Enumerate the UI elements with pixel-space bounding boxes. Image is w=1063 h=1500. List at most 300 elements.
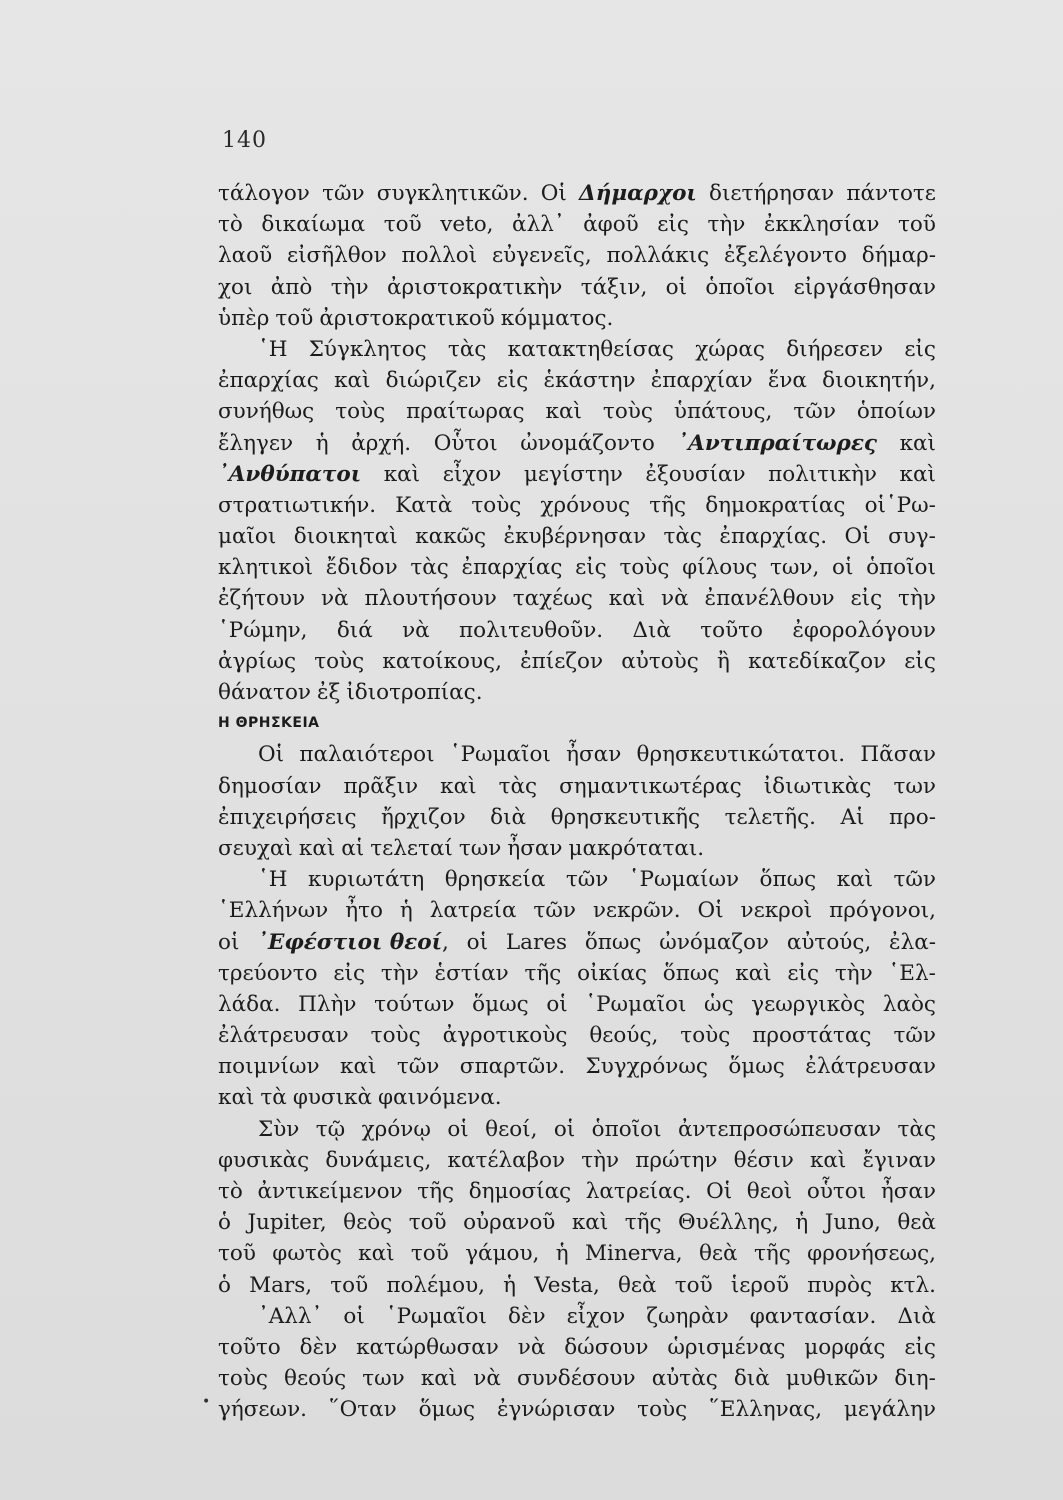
page-number: 140 — [222, 128, 267, 153]
word: ᾿Ανθύπατοι — [218, 461, 362, 487]
word: τὸ — [218, 1179, 243, 1204]
word: ἔδιδον — [325, 555, 398, 581]
text-line — [218, 428, 936, 459]
word: κλητικοὶ — [218, 555, 314, 581]
word: συγ- — [888, 524, 936, 550]
word: διετήρησαν — [709, 181, 835, 206]
word: Πλὴν — [298, 991, 357, 1017]
word: ἢ — [717, 648, 730, 674]
word: ὅπως — [759, 867, 817, 893]
word: καὶ — [218, 1085, 255, 1111]
word: Jupiter, — [247, 1210, 327, 1236]
word: ἐλα- — [889, 929, 936, 955]
word: νὰ — [320, 586, 349, 612]
word: ὑπὲρ — [218, 305, 270, 331]
text-line — [218, 739, 936, 770]
word: πλουτήσουν — [364, 586, 497, 612]
word: Mars, — [249, 1272, 313, 1298]
word: ᾿Αντιπραίτωρες — [677, 430, 877, 456]
word: τούτων — [374, 991, 455, 1017]
word: ῾Η — [258, 336, 288, 362]
word: πρόγονοι, — [829, 898, 936, 924]
word: ἡ — [555, 1241, 569, 1267]
text-line — [218, 365, 936, 396]
word: εἰς — [787, 960, 820, 986]
word: τῆς — [417, 1179, 455, 1204]
word: δημοκρατίας — [705, 492, 846, 518]
word: πρᾶξιν — [343, 773, 419, 799]
word: ἡ — [315, 430, 329, 456]
word: ἐπανέλθουν — [704, 586, 835, 612]
word: Οἱ — [844, 524, 871, 550]
word: κόμματος. — [500, 305, 614, 331]
word: ὅμως — [472, 991, 529, 1017]
word: ἦσαν — [566, 742, 622, 768]
word: φαντασίαν. — [749, 1303, 877, 1329]
word: ἐπαρχίας — [461, 555, 563, 581]
word: θρησκευτικώτατοι. — [636, 742, 846, 768]
text-line — [218, 771, 936, 802]
word: ἐλάτρευσαν — [805, 1054, 936, 1080]
word: οἱ῾Ρω- — [864, 492, 936, 518]
word: ῾Ρωμαῖοι — [449, 742, 551, 768]
word: τοῦ — [898, 212, 936, 238]
word: τὰ — [260, 1085, 287, 1111]
word: καὶ — [809, 1147, 847, 1173]
word: ἀριστοκρατικὴν — [386, 274, 563, 300]
word: διὰ — [490, 804, 527, 830]
word: των, — [769, 555, 820, 581]
text-line — [218, 615, 936, 646]
word: καὶ — [420, 1366, 458, 1392]
word: ᾿Εφέστιοι θεοί, — [257, 929, 449, 955]
word: μυθικῶν — [785, 1366, 879, 1392]
word: νὰ — [402, 617, 430, 643]
word: τῆς — [753, 1241, 791, 1267]
word: τῶν — [793, 399, 836, 425]
word: πολιτευθοῦν. — [459, 617, 604, 643]
word: τοῦ — [330, 1272, 369, 1298]
word: οἱ — [466, 929, 489, 955]
word: Οἱ — [258, 742, 285, 768]
word: διώριζεν — [385, 368, 482, 394]
word: ἀντικείμενον — [257, 1179, 403, 1204]
word: οἱ — [832, 555, 854, 581]
word: θεούς — [284, 1366, 347, 1392]
word: δημοσίας — [468, 1179, 572, 1204]
word: διά — [336, 617, 373, 643]
word: Οἱ — [706, 1179, 733, 1204]
word: φυσικὰ — [292, 1085, 372, 1111]
word: ποιμνίων — [218, 1054, 320, 1080]
word: ῾Ελ- — [888, 960, 936, 986]
word: διὰ — [733, 1366, 770, 1392]
word: θρησκευτικῆς — [550, 804, 701, 830]
word: τάλογον — [218, 181, 310, 206]
word: ὁ — [218, 1272, 231, 1298]
word: τῶν — [565, 867, 609, 893]
word: στρατιωτικήν. — [218, 492, 377, 518]
text-line — [218, 521, 936, 552]
word: εὐγενεῖς, — [491, 243, 592, 269]
text-line — [218, 303, 936, 334]
word: θεὰ — [897, 1210, 936, 1236]
word: γάμου, — [465, 1241, 540, 1267]
word: κυριωτάτη — [307, 867, 425, 893]
word: σημαντικωτέρας — [559, 773, 742, 799]
word: πολλάκις — [606, 243, 710, 269]
word: εἰργάσθησαν — [793, 274, 936, 300]
text-line — [218, 209, 936, 240]
word: ὠνόμαζον — [659, 929, 770, 955]
word: τοῦ — [410, 1241, 449, 1267]
word: ἐπαρχίας — [218, 368, 319, 394]
word: τῆς — [524, 960, 562, 986]
word: τῶν — [322, 181, 365, 206]
word: τοῦ — [383, 212, 422, 238]
word: ἀντεπροσώπευσαν — [677, 1116, 882, 1142]
word: ἀφοῦ — [583, 212, 639, 238]
word: ἦσαν — [880, 1179, 936, 1204]
text-line — [218, 1145, 936, 1176]
word: ἡ — [399, 898, 413, 924]
word: εἰς — [904, 1334, 936, 1360]
word: τὰς — [498, 773, 538, 799]
word: οὐρανοῦ — [463, 1210, 556, 1236]
word: Juno, — [824, 1210, 881, 1236]
word: ἀπὸ — [270, 274, 313, 300]
word: μεγίστην — [523, 461, 623, 487]
word: τοῦ — [408, 1210, 447, 1236]
word: προστάτας — [752, 1023, 872, 1049]
word: τοῦ — [218, 1241, 256, 1267]
text-line — [218, 1394, 936, 1425]
word: ὅπως — [662, 960, 720, 986]
word: ἕνα — [767, 368, 807, 394]
word: ὅμως — [418, 1397, 476, 1423]
word: κακῶς — [415, 524, 487, 550]
text-line — [218, 989, 936, 1020]
word: Θυέλλης, — [678, 1210, 779, 1236]
text-line — [218, 1176, 936, 1207]
word: διήρεσεν — [786, 336, 884, 362]
word: ἡ — [503, 1272, 517, 1298]
word: τῆς — [649, 492, 687, 518]
word: τὰς — [447, 336, 487, 362]
word: των — [362, 1366, 405, 1392]
word: Συγχρόνως — [585, 1054, 708, 1080]
word: Διὰ — [897, 1303, 936, 1329]
word: Lares — [505, 929, 567, 955]
text-line — [218, 1238, 936, 1269]
word: τὴν — [581, 1147, 620, 1173]
word: μορφάς — [804, 1334, 886, 1360]
word: οἰκίας — [577, 960, 647, 986]
word: οἱ — [665, 274, 688, 300]
text-line — [218, 958, 936, 989]
word: ἑστίαν — [434, 960, 509, 986]
word: τοῦτο — [218, 1334, 281, 1360]
word: ἐγνώρισαν — [496, 1397, 616, 1423]
word: οἱ — [343, 1303, 365, 1329]
word: εἶχον — [566, 1303, 626, 1329]
word: ἡ — [795, 1210, 809, 1236]
word: κατεδίκαζον — [748, 648, 887, 674]
word: Οἱ — [697, 898, 724, 924]
word: τοὺς — [680, 1023, 731, 1049]
text-line — [218, 552, 936, 583]
text-line — [218, 1114, 936, 1145]
text-line — [218, 864, 936, 895]
word: τὰς — [410, 555, 449, 581]
text-line — [218, 1051, 936, 1082]
word: κατέλαβον — [447, 1147, 566, 1173]
word: μεγάλην — [843, 1397, 936, 1423]
word: ἐξελέγοντο — [723, 243, 847, 269]
word: ἱεροῦ — [730, 1272, 790, 1298]
text-line — [218, 1332, 936, 1363]
word: ἐπιχειρήσεις — [218, 804, 357, 830]
text-line — [218, 927, 936, 958]
word: πυρὸς — [807, 1272, 873, 1298]
word: ἀγροτικοὺς — [442, 1023, 568, 1049]
word: τὰς — [663, 524, 702, 550]
word: ἐλάτρευσαν — [218, 1023, 349, 1049]
word: τὴν — [898, 586, 936, 612]
word: ὠνομάζοντο — [520, 430, 655, 456]
word: χοι — [218, 274, 253, 300]
word: εἰς — [496, 368, 529, 394]
word: νὰ — [661, 586, 689, 612]
word: των — [893, 773, 936, 799]
word: καὶ — [899, 461, 936, 487]
word: θάνατον — [218, 680, 311, 705]
word: τοὺς — [314, 648, 365, 674]
word: ἀλλ᾿ — [512, 212, 565, 238]
word: τοὺς — [218, 1366, 268, 1392]
word: καὶ — [899, 430, 936, 456]
word: τοὺς — [370, 1023, 421, 1049]
word: παλαιότεροι — [299, 742, 435, 768]
word: μαῖοι — [218, 524, 277, 550]
word: Δήμαρχοι — [579, 181, 697, 206]
word: τὴν — [380, 960, 419, 986]
word: δυνάμεις, — [325, 1147, 432, 1173]
word: πραίτωρας — [406, 399, 525, 425]
word: κατώρθωσαν — [356, 1334, 499, 1360]
word: σπαρτῶν. — [459, 1054, 566, 1080]
word: εἶχον — [442, 461, 502, 487]
text-line — [218, 459, 936, 490]
word: ὁποῖοι — [705, 274, 776, 300]
word: τρεύοντο — [218, 960, 318, 986]
word: ῞Ελληνας, — [709, 1397, 823, 1423]
word: ἑκάστην — [543, 368, 636, 394]
word: καὶ — [298, 835, 336, 861]
word: Πᾶσαν — [860, 742, 936, 768]
word: ἐφορολόγουν — [792, 617, 936, 643]
text-line — [218, 677, 936, 708]
word: ἐξουσίαν — [645, 461, 746, 487]
text-line — [218, 272, 936, 303]
word: τελετῆς. — [724, 804, 817, 830]
word: φαινόμενα. — [378, 1085, 502, 1111]
word: ἰδιοτροπίας. — [346, 680, 483, 705]
word: Οὗτοι — [433, 430, 498, 456]
word: τοῦ — [275, 305, 314, 331]
word: καὶ — [608, 586, 646, 612]
word: καὶ — [358, 1241, 395, 1267]
word: ἔγιναν — [862, 1147, 936, 1173]
word: veto, — [440, 212, 494, 238]
word: ἐκκλησίαν — [763, 212, 880, 238]
word: ᾿Αλλ᾿ — [258, 1303, 323, 1329]
word: ταχέως — [512, 586, 593, 612]
word: αὐτὰς — [651, 1366, 718, 1392]
word: Οἱ — [540, 181, 567, 206]
word: θεὰ — [698, 1241, 738, 1267]
word: τοῦτο — [700, 617, 763, 643]
word: Vesta, — [534, 1272, 600, 1298]
word: Minerva, — [585, 1241, 683, 1267]
word: λαοῦ — [218, 243, 273, 269]
word: ἀριστοκρατικοῦ — [319, 305, 495, 331]
word: τῶν — [893, 867, 936, 893]
word: τὰς — [897, 1116, 936, 1142]
word: ὡρισμένας — [667, 1334, 786, 1360]
word: δὲν — [299, 1334, 338, 1360]
text-line — [218, 396, 936, 427]
word: ῾Ρώμην, — [218, 617, 308, 643]
body-text — [218, 178, 936, 1426]
word: τοὺς — [637, 1397, 688, 1423]
word: νεκροὶ — [740, 898, 813, 924]
word: μακρόταται. — [568, 835, 705, 861]
word: τοὺς — [619, 555, 670, 581]
word: ὁ — [218, 1210, 231, 1236]
word: τοὺς — [335, 399, 386, 425]
word: δήμαρ- — [861, 243, 936, 269]
word: δώσουν — [564, 1334, 649, 1360]
text-line — [218, 895, 936, 926]
word: ἰδιωτικὰς — [763, 773, 872, 799]
word: οἱ — [218, 929, 240, 955]
word: οἱ — [553, 1116, 576, 1142]
word: ῾Ελλήνων — [218, 898, 329, 924]
word: φρονήσεως, — [807, 1241, 936, 1267]
word: Διὰ — [632, 617, 671, 643]
text-line — [218, 240, 936, 271]
word: ἐπαρχίαν — [650, 368, 753, 394]
word: ὁποῖοι — [591, 1116, 662, 1142]
word: Αἱ — [840, 804, 865, 830]
word: εἰς — [904, 336, 936, 362]
word: προ- — [888, 804, 936, 830]
word: ῾Η — [258, 867, 288, 893]
word: χρόνῳ — [361, 1116, 431, 1142]
word: ὅμως — [728, 1054, 785, 1080]
word: ὑπάτους, — [673, 399, 773, 425]
word: θεοὶ — [746, 1179, 793, 1204]
word: θέσιν — [733, 1147, 794, 1173]
text-line — [218, 802, 936, 833]
word: τῷ — [315, 1116, 346, 1142]
word: γήσεων. — [218, 1397, 307, 1423]
word: Σύγκλητος — [308, 336, 427, 362]
word: σευχαὶ — [218, 835, 293, 861]
word: πολιτικὴν — [768, 461, 877, 487]
word: εἰσῆλθον — [286, 243, 387, 269]
word: καὶ — [545, 399, 582, 425]
word: ἦσαν — [507, 835, 563, 861]
word: ἐζήτουν — [218, 586, 306, 612]
word: λαὸς — [882, 991, 936, 1017]
word: συγκλητικῶν. — [376, 181, 529, 206]
section-heading: Η ΘΡΗΣΚΕΙΑ — [218, 715, 320, 732]
word: αὐτοὺς — [621, 648, 699, 674]
text-line — [218, 490, 936, 521]
word: ὁποίων — [856, 399, 936, 425]
text-line — [218, 1020, 936, 1051]
word: κτλ. — [890, 1272, 936, 1298]
word: ῾Ρωμαῖοι — [385, 1303, 487, 1329]
word: αὐτούς, — [786, 929, 872, 955]
word: καὶ — [340, 1054, 377, 1080]
word: καὶ — [334, 368, 371, 394]
word: καὶ — [735, 960, 772, 986]
word: θεὰ — [617, 1272, 657, 1298]
word: γεωργικὸς — [751, 991, 866, 1017]
text-line — [218, 833, 936, 864]
word: τοὺς — [471, 492, 522, 518]
word: λατρείας. — [585, 1179, 692, 1204]
word: ῞Οταν — [328, 1397, 397, 1423]
word: φωτὸς — [272, 1241, 342, 1267]
text-line — [218, 1082, 936, 1113]
text-line — [218, 334, 936, 365]
word: θεὸς — [343, 1210, 393, 1236]
word: Κατὰ — [395, 492, 453, 518]
word: χώρας — [695, 336, 765, 362]
word: πάντοτε — [846, 181, 936, 206]
text-line — [218, 1207, 936, 1238]
word: φίλους — [682, 555, 758, 581]
word: δημοσίαν — [218, 773, 322, 799]
text-line — [218, 178, 936, 209]
word: τὸ — [218, 212, 243, 238]
word: πολέμου, — [386, 1272, 485, 1298]
word: θεούς, — [589, 1023, 659, 1049]
word: τὴν — [834, 960, 873, 986]
ink-mark: • — [202, 1394, 211, 1410]
word: οἱ — [546, 991, 568, 1017]
word: αἱ — [341, 835, 365, 861]
word: ἦτο — [345, 898, 383, 924]
word: ῾Ρωμαῖοι — [585, 991, 687, 1017]
word: δικαίωμα — [261, 212, 366, 238]
word: ἀγρίως — [218, 648, 297, 674]
word: νὰ — [517, 1334, 546, 1360]
word: τάξιν, — [580, 274, 648, 300]
word: θρησκεία — [444, 867, 546, 893]
word: τὴν — [330, 274, 369, 300]
word: Σὺν — [258, 1116, 300, 1142]
word: ἐπίεζον — [520, 648, 604, 674]
word: λατρεία — [429, 898, 517, 924]
word: ῾Ρωμαίων — [628, 867, 740, 893]
text-line — [218, 1363, 936, 1394]
word: εἰς — [575, 555, 607, 581]
